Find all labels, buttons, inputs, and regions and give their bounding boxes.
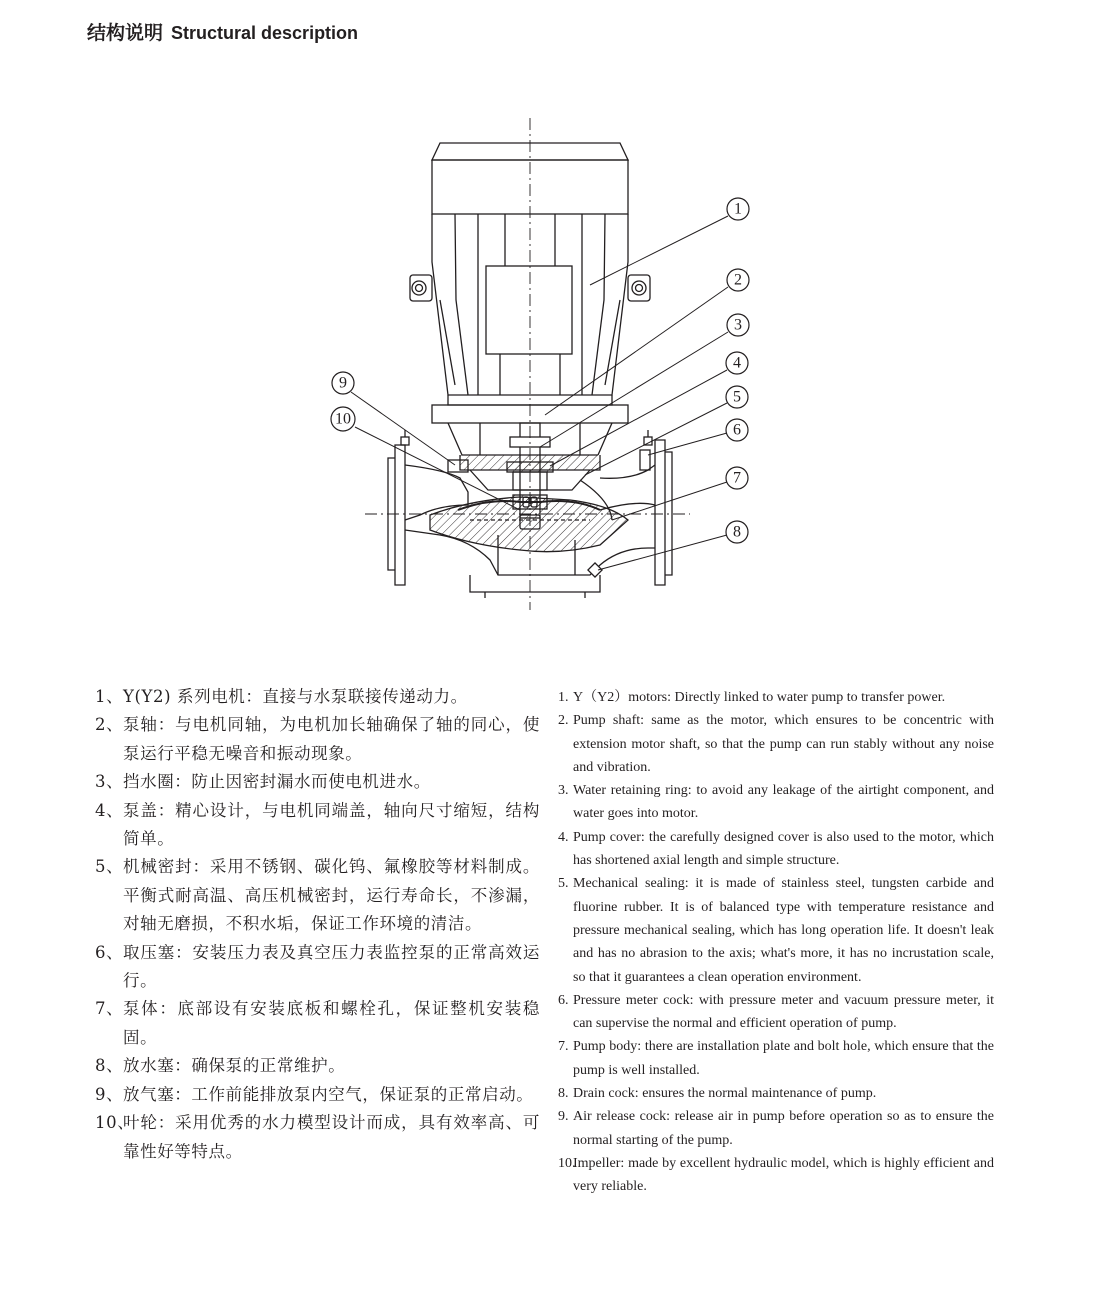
- list-item: [95, 711, 540, 768]
- svg-text:1: 1: [734, 200, 742, 218]
- svg-text:6: 6: [733, 421, 741, 439]
- item-number: 3.: [558, 783, 569, 799]
- item-number: 9.: [558, 1109, 569, 1125]
- list-item: [95, 1052, 540, 1080]
- item-number: 7、: [95, 999, 124, 1019]
- item-number: 5、: [95, 857, 124, 877]
- item-text: Pressure meter cock: with pressure meter and vacuum pressure meter, it can supervise the normal and efficient operation of pump.: [573, 992, 994, 1032]
- item-text: Pump shaft: same as the motor, which ensures to be concentric with extension motor shaft, so that the pump can run stably without any noise and vibration.: [573, 713, 994, 775]
- item-number: 8、: [95, 1056, 124, 1076]
- svg-text:7: 7: [733, 469, 741, 487]
- item-number: 6.: [558, 992, 569, 1008]
- list-item: [95, 797, 540, 854]
- item-text: 泵轴：与电机同轴，为电机加长轴确保了轴的同心，使泵运行平稳无噪音和振动现象。: [123, 715, 540, 763]
- callout-6: [726, 419, 748, 441]
- item-number: 5.: [558, 876, 569, 892]
- svg-text:3: 3: [734, 316, 742, 334]
- item-number: 8.: [558, 1086, 569, 1102]
- item-text: Air release cock: release air in pump before operation so as to ensure the normal starting of the pump.: [573, 1109, 994, 1148]
- list-item: [558, 686, 994, 709]
- callout-5: [726, 386, 748, 408]
- item-number: 1.: [558, 690, 569, 705]
- item-number: 4、: [95, 800, 124, 820]
- item-number: 2.: [558, 713, 569, 729]
- item-text: Pump cover: the carefully designed cover is also used to the motor, which has shortened axial length and simple structure.: [573, 829, 994, 869]
- item-number: 9、: [95, 1084, 124, 1104]
- svg-text:4: 4: [733, 354, 741, 372]
- item-number: 3、: [95, 772, 124, 792]
- pump-structure-diagram: [0, 0, 1098, 650]
- list-item: [95, 1109, 540, 1166]
- svg-text:8: 8: [733, 523, 741, 541]
- list-item: [95, 683, 540, 711]
- list-item: [95, 768, 540, 796]
- description-list-en: [558, 686, 994, 1199]
- motor-drawing: [410, 143, 650, 395]
- item-text: 取压塞：安装压力表及真空压力表监控泵的正常高效运行。: [123, 942, 540, 991]
- item-text: Y(Y2) 系列电机：直接与水泵联接传递动力。: [123, 687, 468, 706]
- svg-text:10: 10: [335, 410, 351, 428]
- list-item: [558, 826, 994, 873]
- callout-3: [727, 314, 749, 336]
- list-item: [558, 989, 994, 1036]
- callout-7: [726, 467, 748, 489]
- list-item: [558, 872, 994, 988]
- callout-4: [726, 352, 748, 374]
- item-text: Drain cock: ensures the normal maintenance of pump.: [573, 1086, 877, 1102]
- description-list-zh: [95, 683, 540, 1166]
- list-item: [558, 1082, 994, 1105]
- item-text: Pump body: there are installation plate and bolt hole, which ensure that the pump is well installed.: [573, 1039, 994, 1078]
- item-text: Impeller: made by excellent hydraulic model, which is highly efficient and very reliable.: [573, 1155, 994, 1195]
- list-item: [95, 939, 540, 996]
- item-text: 放水塞：确保泵的正常维护。: [123, 1056, 346, 1076]
- list-item: [558, 1105, 994, 1152]
- list-item: [558, 779, 994, 826]
- callout-1: [727, 198, 749, 220]
- item-text: 泵盖：精心设计，与电机同端盖，轴向尺寸缩短，结构简单。: [123, 800, 540, 849]
- list-item: [558, 1035, 994, 1082]
- item-number: 10、: [95, 1113, 135, 1133]
- item-number: 2、: [95, 715, 124, 735]
- svg-text:5: 5: [733, 388, 741, 406]
- callout-8: [726, 521, 748, 543]
- item-text: 机械密封：采用不锈钢、碳化钨、氟橡胶等材料制成。平衡式耐高温、高压机械密封，运行寿命长，不渗漏，对轴无磨损，不积水垢，保证工作环境的清洁。: [123, 857, 540, 934]
- callout-9: [332, 372, 354, 394]
- list-item: [558, 709, 994, 779]
- list-item: [95, 853, 540, 938]
- callout-10: [331, 407, 355, 431]
- item-text: 挡水圈：防止因密封漏水而使电机进水。: [123, 772, 431, 792]
- item-number: 1、: [95, 687, 124, 706]
- svg-text:2: 2: [734, 271, 742, 289]
- item-text: 叶轮：采用优秀的水力模型设计而成，具有效率高、可靠性好等特点。: [123, 1113, 540, 1161]
- item-text: Y（Y2）motors: Directly linked to water pump to transfer power.: [573, 690, 946, 705]
- item-text: 放气塞：工作前能排放泵内空气，保证泵的正常启动。: [123, 1084, 534, 1104]
- list-item: [95, 1081, 540, 1109]
- item-text: Water retaining ring: to avoid any leakage of the airtight component, and water goes into motor.: [573, 783, 994, 822]
- title-zh: 结构说明: [87, 22, 164, 44]
- item-number: 7.: [558, 1039, 569, 1055]
- item-text: Mechanical sealing: it is made of stainless steel, tungsten carbide and fluorine rubber. It is of balanced type with temperature resistance and pressure mechanical sealing, which has long operation life. It doesn't leak and has no abrasion to the axis; what's more, it has no incrustation scale, so that it guarantees a clean operation environment.: [573, 876, 994, 985]
- item-number: 4.: [558, 829, 569, 845]
- callout-2: [727, 269, 749, 291]
- title-en: Structural description: [171, 23, 359, 43]
- list-item: [95, 995, 540, 1052]
- item-number: 6、: [95, 942, 124, 962]
- list-item: [558, 1152, 994, 1199]
- svg-text:9: 9: [339, 374, 347, 392]
- item-text: 泵体：底部设有安装底板和螺栓孔，保证整机安装稳固。: [123, 999, 540, 1047]
- item-number: 10.: [558, 1155, 576, 1171]
